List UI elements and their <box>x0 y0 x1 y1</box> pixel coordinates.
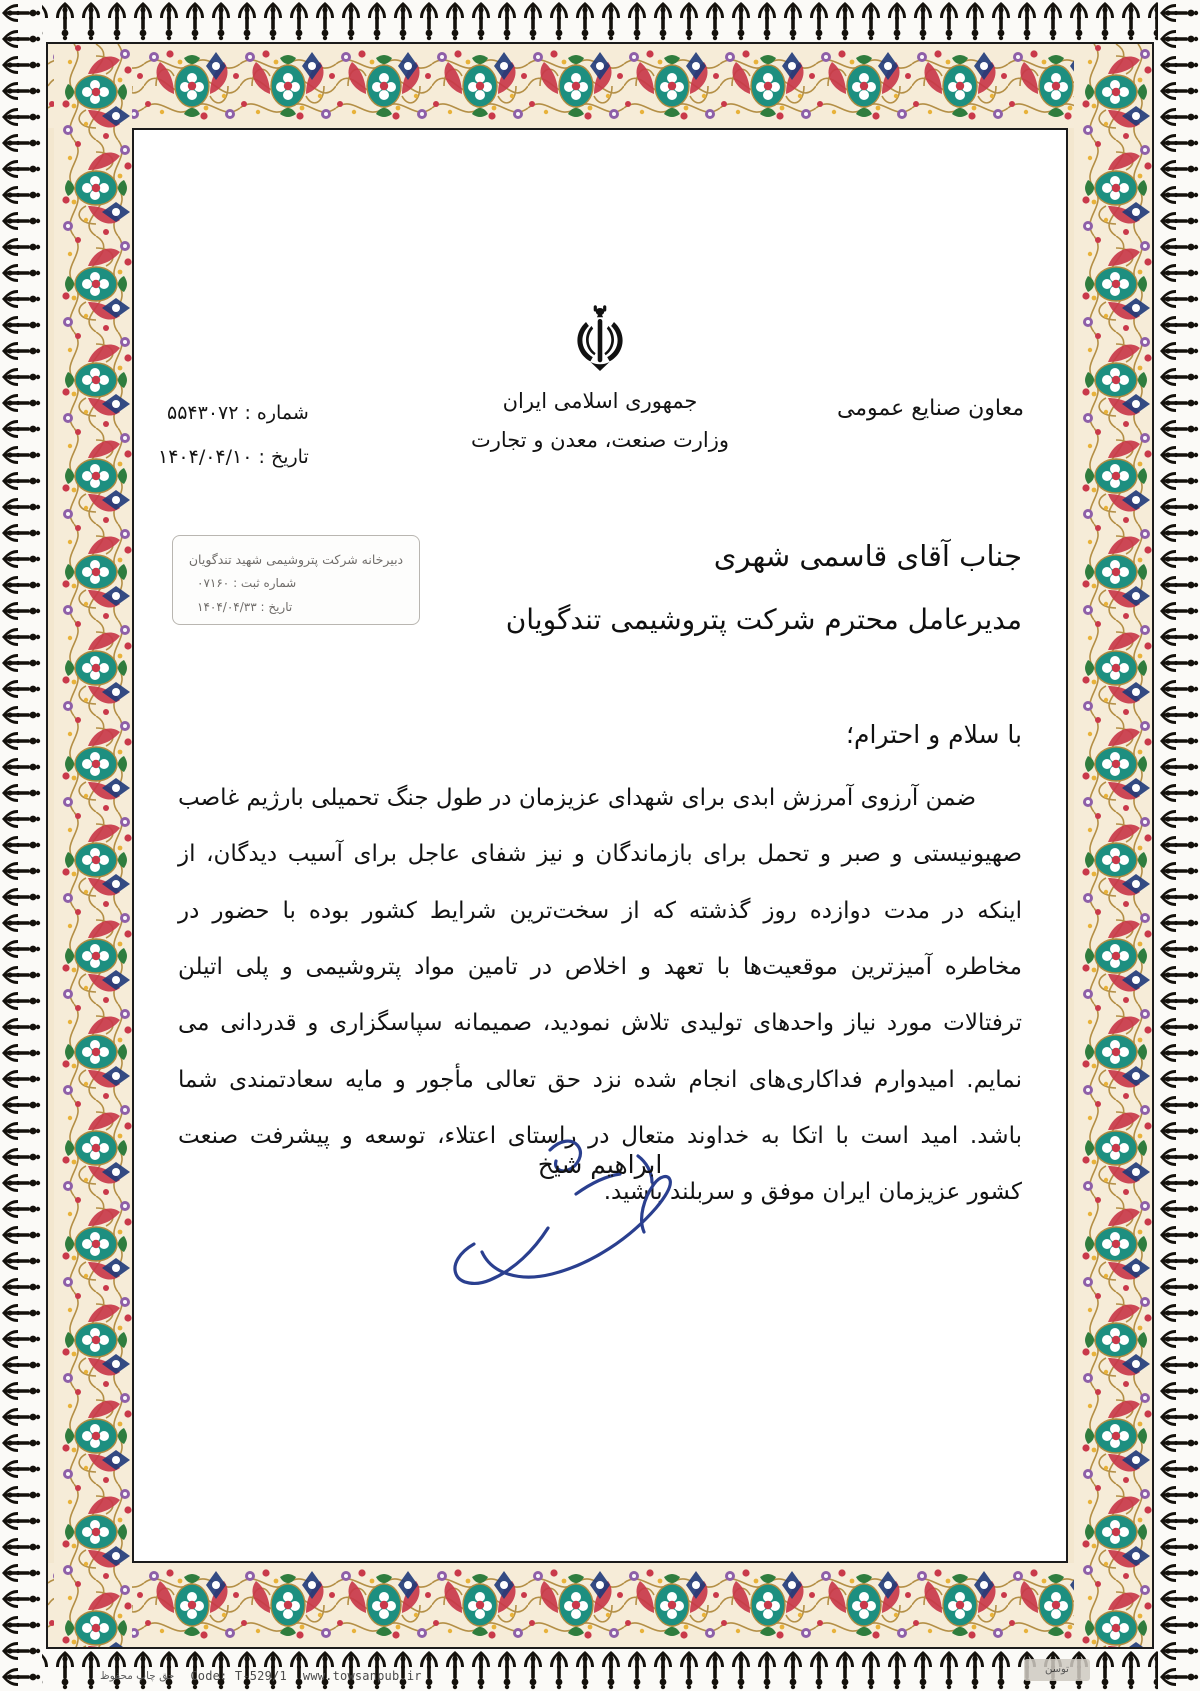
stamp-reg <box>183 572 409 595</box>
organization-line-1: جمهوری اسلامی ایران <box>502 389 698 413</box>
publisher-website[interactable]: www.towsanpub.ir <box>302 1669 422 1683</box>
floral-band-top <box>48 44 1152 128</box>
ornamental-frame <box>46 42 1154 1649</box>
recipient-block <box>506 528 1022 647</box>
floral-band-bottom <box>48 1563 1152 1647</box>
letter-content <box>134 130 1066 1561</box>
letter-meta <box>158 392 309 479</box>
salutation: با سلام و احترام؛ <box>846 720 1022 749</box>
stamp-reg-value: ۰۷۱۶۰ <box>197 576 230 591</box>
stamp-reg-label: شماره ثبت : <box>233 576 297 591</box>
publisher-logo <box>1024 1659 1090 1681</box>
stamp-date-label: تاریخ : <box>260 599 293 614</box>
iran-emblem-icon <box>569 300 631 378</box>
letter-number <box>158 392 309 436</box>
letter-date <box>158 436 309 480</box>
recipient-name: جناب آقای قاسمی شهری <box>713 539 1022 573</box>
letter-number-value: ۵۵۴۳۰۷۲ <box>167 402 239 424</box>
recipient-title: مدیرعامل محترم شرکت پتروشیمی تندگویان <box>505 602 1022 636</box>
signature-block <box>430 1150 770 1179</box>
fringe-border-right <box>1158 0 1200 1691</box>
letter-paper <box>132 128 1068 1563</box>
fringe-border-top <box>0 0 1200 42</box>
department-title: معاون صنایع عمومی <box>836 396 1024 421</box>
stamp-date-value: ۱۴۰۴/۰۴/۳۳ <box>197 599 257 614</box>
letterhead-header <box>134 300 1066 490</box>
letter-date-value: ۱۴۰۴/۰۴/۱۰ <box>158 445 253 468</box>
letter-number-label: شماره : <box>244 402 309 424</box>
stamp-date <box>183 596 409 619</box>
letter-date-label: تاریخ : <box>258 445 309 468</box>
stamp-title: دبیرخانه شرکت پتروشیمی شهید تندگویان <box>188 552 404 567</box>
fringe-border-left <box>0 0 42 1691</box>
publisher-logo-text: توسن <box>1045 1664 1069 1675</box>
print-code: Code: T-529/1 <box>190 1669 287 1683</box>
organization-block <box>471 382 729 460</box>
letter-body: ضمن آرزوی آمرزش ابدی برای شهدای عزیزمان در طول جنگ تحمیلی بار‌ژیم غاصب صهیونیستی و صبر و تحمل برای بازماندگان و نیز شفای عاجل برای آسیب دیدگان، از اینکه در مدت دوازده روز گذشته که از سخت‌ترین شرایط کشور بوده با حضور در مخاطره آمیزترین موقعیت‌ها با تعهد و اخلاص در تامین مواد پتروشیمی و پلی اتیلن ترفتالات مورد نیاز واحدهای تولیدی تلاش نمودید، صمیمانه سپاسگزاری و قدردانی می نمایم. امیدوارم فداکاری‌های انجام شده نزد حق تعالی مأجور و مایه سعادتمندی شما باشد. امید است با اتکا به خداوند متعال در راستای اعتلاء، توسعه و پیشرفت صنعت کشور عزیزمان ایران موفق و سربلند باشید. <box>178 785 1022 1206</box>
floral-band-right <box>1068 44 1152 1647</box>
receiving-stamp <box>172 535 420 625</box>
organization-line-2: وزارت صنعت، معدن و تجارت <box>470 427 730 452</box>
signer-name: ابراهیم شیخ <box>537 1150 663 1179</box>
printer-footer <box>100 1669 422 1683</box>
copyright-text: حق چاپ محفوظ <box>100 1670 175 1682</box>
floral-band-left <box>48 44 132 1647</box>
